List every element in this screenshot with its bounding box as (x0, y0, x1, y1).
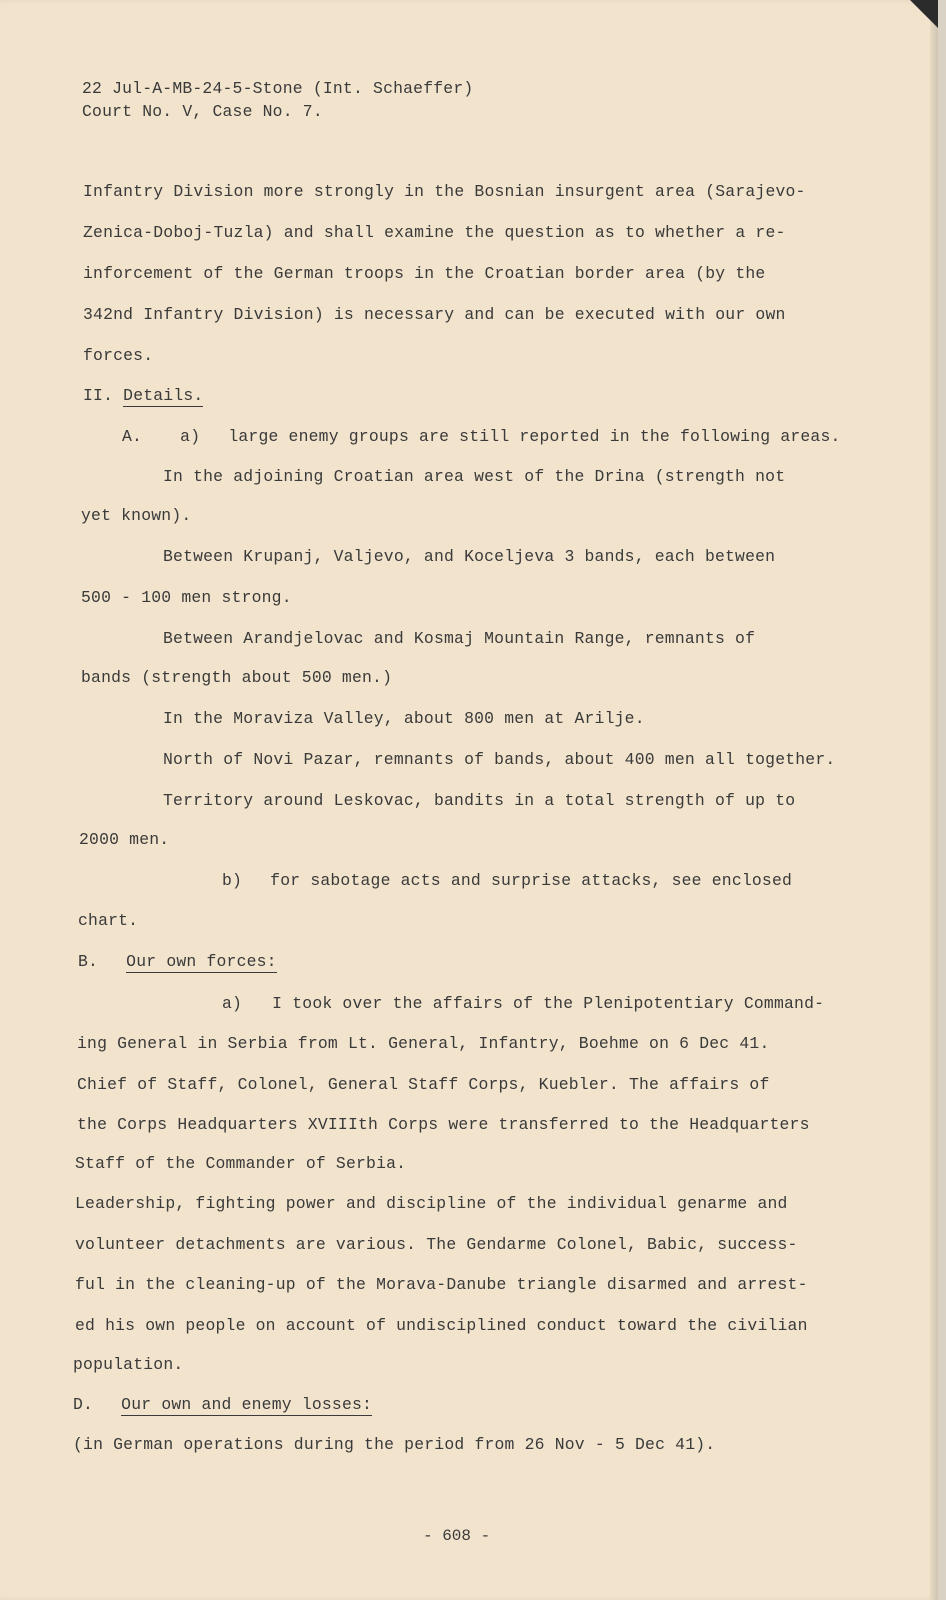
page-number: - 608 - (423, 1527, 491, 1545)
paragraph-line: inforcement of the German troops in the Croatian border area (by the (83, 264, 766, 283)
section-heading-ii (83, 386, 203, 405)
section-number: II. (83, 386, 114, 405)
item-b-line (222, 871, 792, 890)
paragraph-line: chart. (78, 911, 139, 930)
paragraph-line: Between Krupanj, Valjevo, and Koceljeva 3 bands, each between (163, 547, 776, 566)
section-label: D. (73, 1395, 94, 1414)
paragraph-line: volunteer detachments are various. The Gendarme Colonel, Babic, success- (75, 1235, 798, 1254)
paragraph-line: 2000 men. (79, 830, 170, 849)
paragraph-line: ful in the cleaning-up of the Morava-Danube triangle disarmed and arrest- (75, 1275, 808, 1294)
paragraph-line: 342nd Infantry Division) is necessary and can be executed with our own (83, 305, 786, 324)
paragraph-line: 500 - 100 men strong. (81, 588, 292, 607)
paragraph-line: Chief of Staff, Colonel, General Staff Corps, Kuebler. The affairs of (77, 1075, 770, 1094)
subsection-label: A. (122, 427, 143, 446)
own-forces-first-line (222, 994, 824, 1013)
item-text: I took over the affairs of the Plenipotentiary Command- (272, 994, 825, 1013)
paragraph-line: Leadership, fighting power and discipline of the individual genarme and (75, 1194, 788, 1213)
paragraph-line: ing General in Serbia from Lt. General, Infantry, Boehme on 6 Dec 41. (77, 1034, 770, 1053)
section-heading-b (78, 952, 277, 971)
item-text: large enemy groups are still reported in the following areas. (228, 427, 841, 446)
subsection-a-line (122, 427, 841, 446)
section-title: Details. (123, 386, 204, 405)
paragraph-line: Staff of the Commander of Serbia. (75, 1154, 407, 1173)
page-edge-shadow (930, 0, 938, 1600)
section-heading-d (73, 1395, 372, 1414)
paragraph-line: In the Moraviza Valley, about 800 men at Arilje. (163, 709, 645, 728)
section-title: Our own and enemy losses: (121, 1395, 373, 1414)
paragraph-line: Zenica-Doboj-Tuzla) and shall examine the question as to whether a re- (83, 223, 786, 242)
item-label: b) (222, 871, 243, 890)
paragraph-line: ed his own people on account of undisciplined conduct toward the civilian (75, 1316, 808, 1335)
header-reference: 22 Jul-A-MB-24-5-Stone (Int. Schaeffer) (82, 79, 474, 98)
item-label: a) (222, 994, 243, 1013)
paragraph-line: population. (73, 1355, 184, 1374)
item-label: a) (180, 427, 201, 446)
paragraph-line: the Corps Headquarters XVIIIth Corps were transferred to the Headquarters (77, 1115, 810, 1134)
folded-corner (910, 0, 938, 28)
paragraph-line: Infantry Division more strongly in the Bosnian insurgent area (Sarajevo- (83, 182, 806, 201)
paragraph-line: (in German operations during the period from 26 Nov - 5 Dec 41). (73, 1435, 716, 1454)
paragraph-line: Territory around Leskovac, bandits in a total strength of up to (163, 791, 796, 810)
paragraph-line: bands (strength about 500 men.) (81, 668, 393, 687)
section-label: B. (78, 952, 99, 971)
item-text: for sabotage acts and surprise attacks, see enclosed (270, 871, 793, 890)
paragraph-line: forces. (83, 346, 154, 365)
section-title: Our own forces: (126, 952, 277, 971)
paragraph-line: yet known). (81, 506, 192, 525)
paragraph-line: Between Arandjelovac and Kosmaj Mountain Range, remnants of (163, 629, 756, 648)
paragraph-line: North of Novi Pazar, remnants of bands, about 400 men all together. (163, 750, 836, 769)
paragraph-line: In the adjoining Croatian area west of the Drina (strength not (163, 467, 786, 486)
header-court-case: Court No. V, Case No. 7. (82, 102, 323, 121)
